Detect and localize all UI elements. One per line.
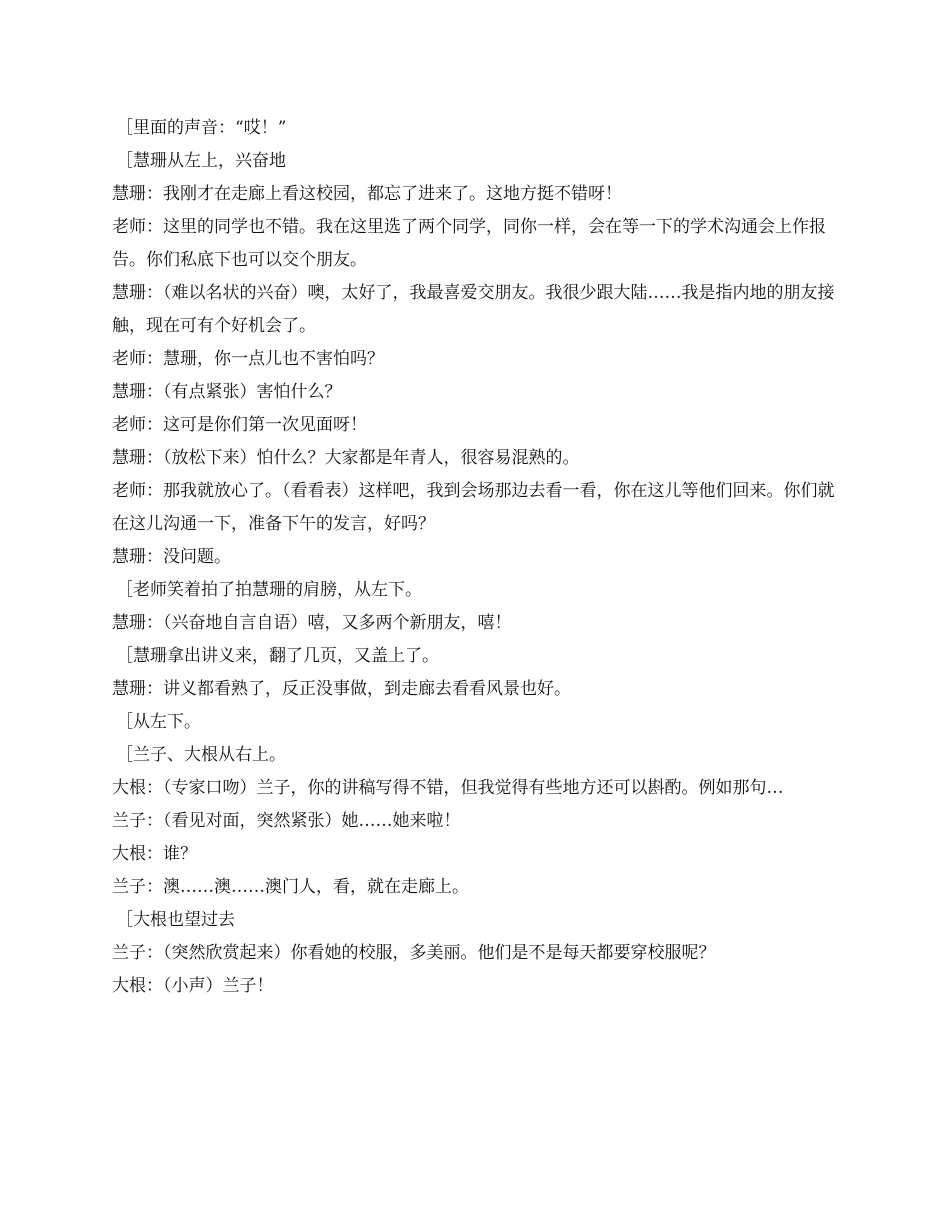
dialogue-line: 慧珊：（有点紧张）害怕什么？ [112, 382, 342, 402]
dialogue-line: 大根：谁？ [112, 844, 197, 864]
dialogue-line: 慧珊：（兴奋地自言自语）嘻，又多两个新朋友，嘻！ [112, 613, 512, 633]
dialogue-line: 老师：慧珊，你一点儿也不害怕吗？ [112, 349, 384, 369]
dialogue-line: 大根：（专家口吻）兰子，你的讲稿写得不错，但我觉得有些地方还可以斟酌。例如那句… [112, 778, 784, 798]
stage-direction: ［里面的声音：“哎！” [116, 118, 287, 138]
dialogue-line: 慧珊：（放松下来）怕什么？大家都是年青人，很容易混熟的。 [112, 448, 580, 468]
dialogue-line: 慧珊：没问题。 [112, 547, 231, 567]
dialogue-line: 大根：（小声）兰子！ [112, 976, 274, 996]
stage-direction: ［慧珊从左上，兴奋地 [116, 151, 286, 171]
stage-direction: ［慧珊拿出讲义来，翻了几页，又盖上了。 [116, 646, 439, 666]
dialogue-line: 老师：这可是你们第一次见面呀！ [112, 415, 367, 435]
dialogue-line: 老师：这里的同学也不错。我在这里选了两个同学，同你一样，会在等一下的学术沟通会上作报告。你们私底下也可以交个朋友。 [112, 217, 826, 270]
dialogue-line: 兰子：（突然欣赏起来）你看她的校服，多美丽。他们是不是每天都要穿校服呢？ [112, 943, 716, 963]
stage-direction: ［大根也望过去 [116, 910, 235, 930]
dialogue-line: 慧珊：我刚才在走廊上看这校园，都忘了进来了。这地方挺不错呀！ [112, 184, 622, 204]
dialogue-line: 兰子：（看见对面，突然紧张）她……她来啦！ [112, 811, 461, 831]
stage-direction: ［兰子、大根从右上。 [116, 745, 286, 765]
dialogue-line: 兰子：澳……澳……澳门人，看，就在走廊上。 [112, 877, 469, 897]
dialogue-line: 慧珊：（难以名状的兴奋）噢，太好了，我最喜爱交朋友。我很少跟大陆……我是指内地的朋友接触，现在可有个好机会了。 [112, 283, 835, 336]
stage-direction: ［老师笑着拍了拍慧珊的肩膀，从左下。 [116, 580, 422, 600]
script-body [112, 112, 838, 1003]
dialogue-line: 老师：那我就放心了。（看看表）这样吧，我到会场那边去看一看，你在这儿等他们回来。你们就在这儿沟通一下，准备下午的发言，好吗？ [112, 481, 835, 534]
dialogue-line: 慧珊：讲义都看熟了，反正没事做，到走廊去看看风景也好。 [112, 679, 571, 699]
stage-direction: ［从左下。 [116, 712, 201, 732]
